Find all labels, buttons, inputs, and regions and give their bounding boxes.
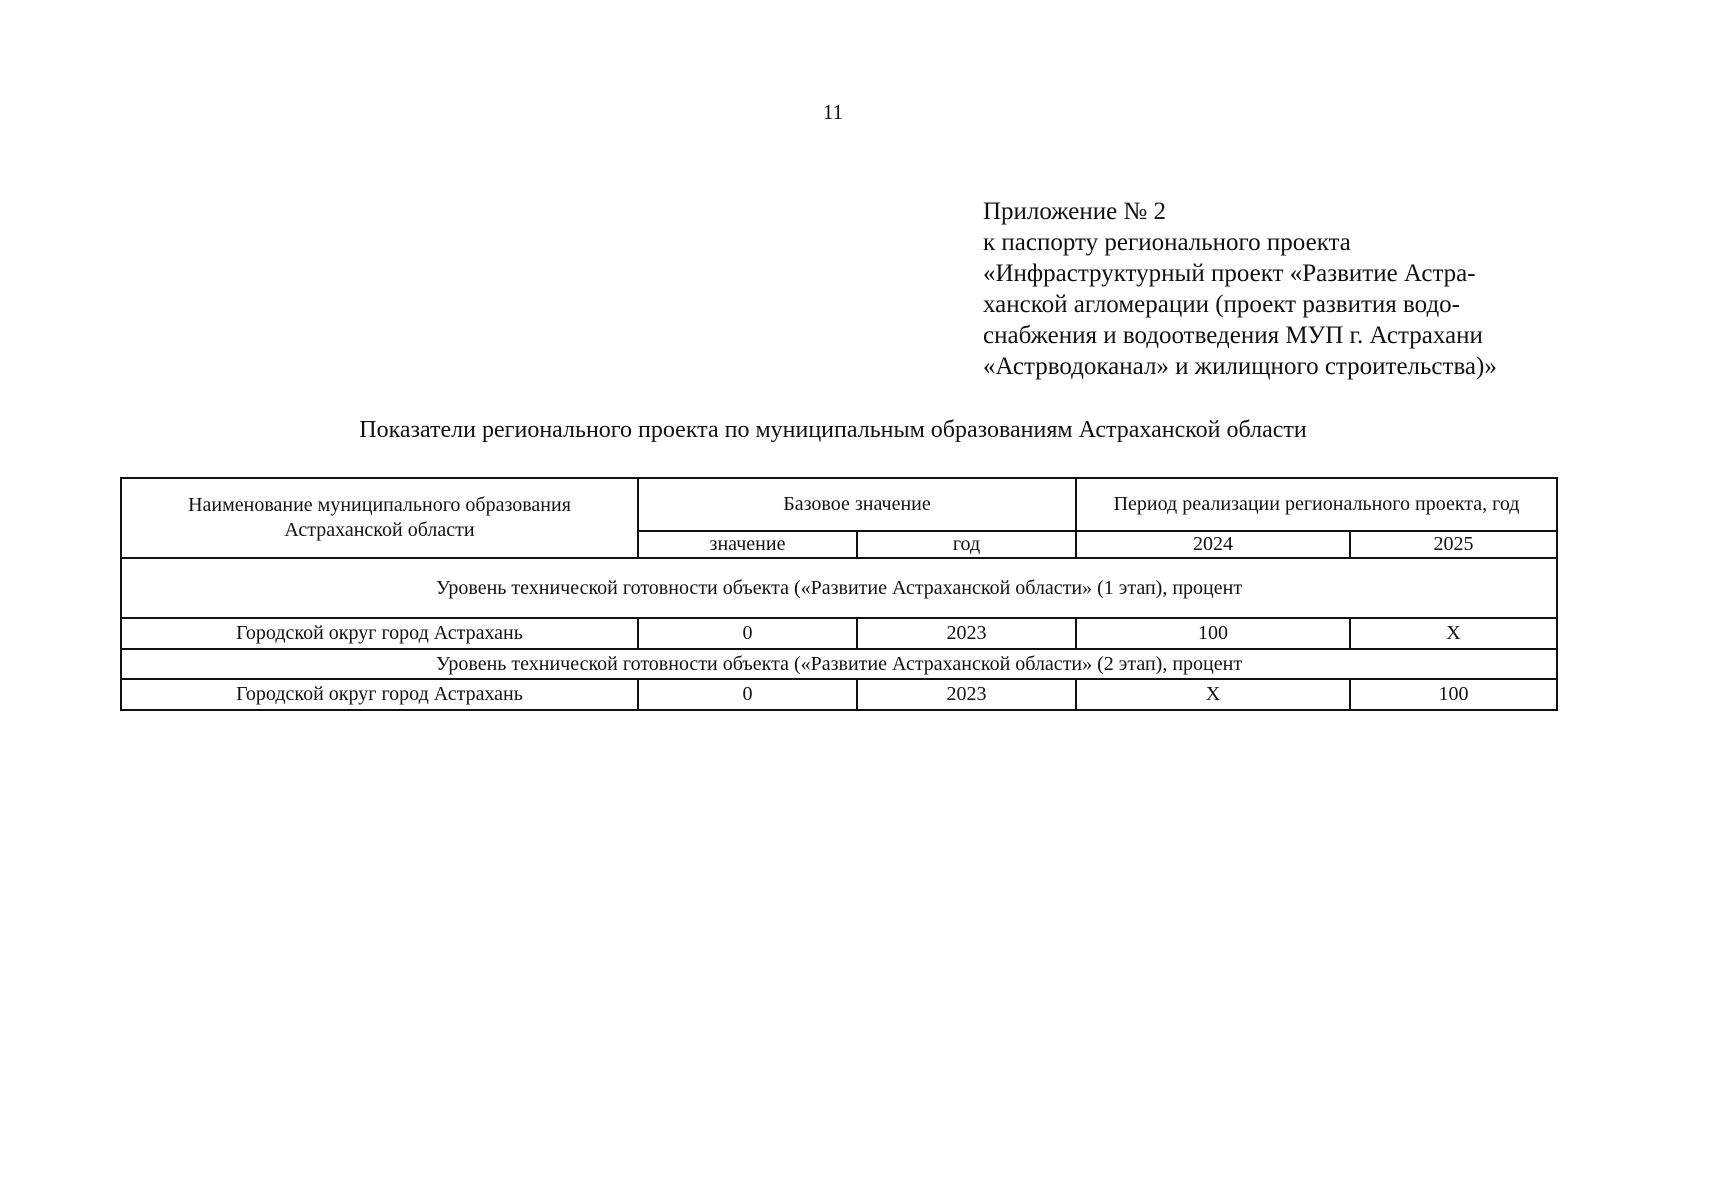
table-header-row [121, 478, 1557, 531]
section-row [121, 558, 1557, 618]
cell-2024: X [1076, 679, 1350, 710]
subheader-2024: 2024 [1076, 531, 1350, 558]
section-title: Уровень технической готовности объекта («Развитие Астраханской области» (2 этап), процент [121, 649, 1557, 679]
indicators-table [120, 477, 1558, 711]
cell-base-value: 0 [638, 618, 857, 649]
header-municipality-name: Наименование муниципального образования Астраханской области [121, 478, 638, 558]
table-row [121, 618, 1557, 649]
cell-base-value: 0 [638, 679, 857, 710]
cell-2025: 100 [1350, 679, 1557, 710]
cell-2025: X [1350, 618, 1557, 649]
cell-2024: 100 [1076, 618, 1350, 649]
appendix-block [983, 196, 1583, 382]
appendix-line: к паспорту регионального проекта [983, 229, 1351, 256]
subheader-2025: 2025 [1350, 531, 1557, 558]
appendix-line: ханской агломерации (проект развития водо- [983, 291, 1460, 318]
appendix-line: «Инфраструктурный проект «Развитие Астра- [983, 260, 1476, 287]
cell-municipality: Городской округ город Астрахань [121, 679, 638, 710]
header-implementation-period: Период реализации регионального проекта, год [1076, 478, 1557, 531]
cell-base-year: 2023 [857, 679, 1076, 710]
page-number: 11 [822, 100, 844, 124]
subheader-value: значение [638, 531, 857, 558]
section-title: Уровень технической готовности объекта («Развитие Астраханской области» (1 этап), процент [121, 558, 1557, 618]
table-row [121, 679, 1557, 710]
appendix-line: снабжения и водоотведения МУП г. Астрахани [983, 322, 1483, 349]
appendix-line: «Астрводоканал» и жилищного строительства)» [983, 353, 1497, 380]
cell-municipality: Городской округ город Астрахань [121, 618, 638, 649]
section-row [121, 649, 1557, 679]
appendix-line: Приложение № 2 [983, 198, 1167, 225]
subheader-year: год [857, 531, 1076, 558]
header-base-value: Базовое значение [638, 478, 1076, 531]
document-title: Показатели регионального проекта по муниципальным образованиям Астраханской области [359, 417, 1307, 443]
cell-base-year: 2023 [857, 618, 1076, 649]
